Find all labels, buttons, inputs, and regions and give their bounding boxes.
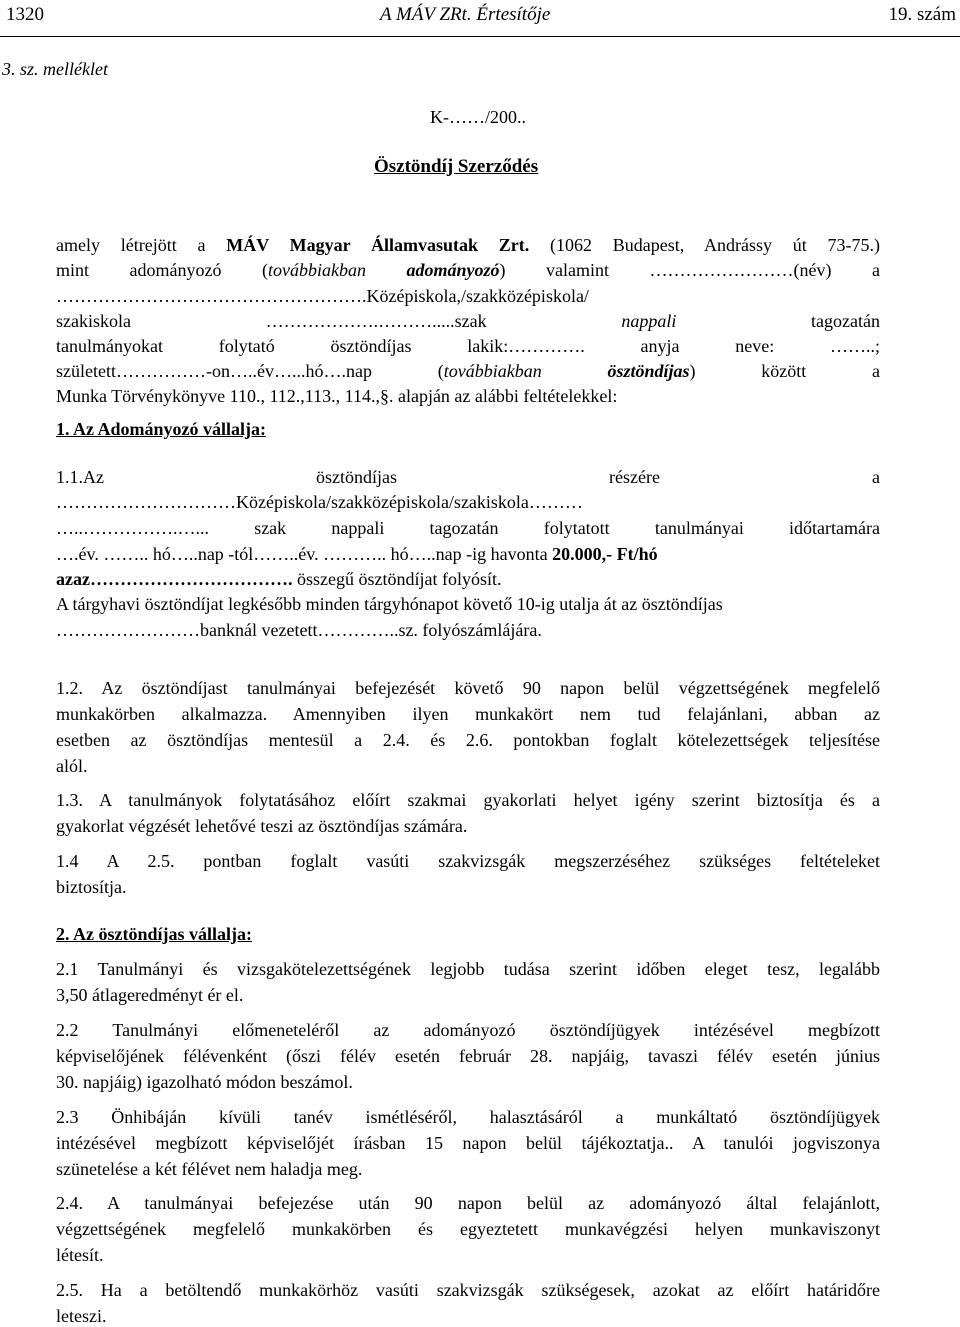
p12-line-2: munkakörben alkalmazza. Amennyiben ilyen munkakört nem tud felajánlani, abban az: [56, 704, 880, 724]
intro-line-4: szakiskola ……………….……….....szak nappali tagozatán: [56, 311, 880, 331]
p11-line-5: azaz……………………………. összegű ösztöndíjat folyósít.: [56, 569, 502, 589]
p11-line-1: 1.1.Az ösztöndíjas részére a: [56, 467, 880, 487]
p21-line-1: 2.1 Tanulmányi és vizsgakötelezettségének legjobb tudása szerint időben eleget tesz, legalább: [56, 959, 880, 979]
p13-line-2: gyakorlat végzését lehetővé teszi az ösztöndíjas számára.: [56, 816, 468, 836]
p12-line-3: esetben az ösztöndíjas mentesül a 2.4. és 2.6. pontokban foglalt kötelezettségek teljesítése: [56, 730, 880, 750]
p11-line-2: …………………………Középiskola/szakközépiskola/szakiskola………: [56, 492, 583, 512]
p24-line-2: végzettségének megfelelő munkakörben és egyeztetett munkavégzési helyen munkaviszonyt: [56, 1219, 880, 1239]
intro-line-2: mint adományozó (továbbiakban adományozó) valamint ……………………(név) a: [56, 260, 880, 280]
p25-line-1: 2.5. Ha a betöltendő munkakörhöz vasúti szakvizsgák szükségesek, azokat az előírt határidőre: [56, 1280, 880, 1300]
p13-line-1: 1.3. A tanulmányok folytatásához előírt szakmai gyakorlati helyet igény szerint biztosítja és a: [56, 790, 880, 810]
page-number: 1320: [6, 4, 44, 25]
p22-line-3: 30. napjáig) igazolható módon beszámol.: [56, 1072, 353, 1092]
issue-number: 19. szám: [888, 4, 956, 25]
intro-line-1: amely létrejött a MÁV Magyar Államvasutak Zrt. (1062 Budapest, Andrássy út 73-75.): [56, 235, 880, 255]
p24-line-3: létesít.: [56, 1245, 104, 1265]
page-header: [0, 0, 960, 37]
p22-line-1: 2.2 Tanulmányi előmeneteléről az adományozó ösztöndíjügyek intézésével megbízott: [56, 1020, 880, 1040]
p24-line-1: 2.4. A tanulmányai befejezése után 90 napon belül az adományozó által felajánlott,: [56, 1193, 880, 1213]
p14-line-1: 1.4 A 2.5. pontban foglalt vasúti szakvizsgák megszerzéséhez szükséges feltételeket: [56, 851, 880, 871]
p25-line-2: leteszi.: [56, 1306, 107, 1326]
journal-title: A MÁV ZRt. Értesítője: [380, 4, 551, 25]
section-1-heading: 1. Az Adományozó vállalja:: [56, 419, 266, 439]
p23-line-1: 2.3 Önhibáján kívüli tanév ismétléséről, halasztásáról a munkáltató ösztöndíjügyek: [56, 1107, 880, 1127]
p14-line-2: biztosítja.: [56, 877, 127, 897]
annex-label: 3. sz. melléklet: [2, 59, 108, 79]
p23-line-3: szünetelése a két félévet nem haladja meg.: [56, 1159, 363, 1179]
document-title: Ösztöndíj Szerződés: [374, 156, 539, 177]
section-2-heading: 2. Az ösztöndíjas vállalja:: [56, 924, 252, 944]
intro-line-7: Munka Törvénykönyve 110., 112.,113., 114.,§. alapján az alábbi feltételekkel:: [56, 386, 618, 406]
p12-line-4: alól.: [56, 756, 88, 776]
p11-line-4: ….év. …….. hó…..nap -tól……..év. ……….. hó…..nap -ig havonta 20.000,- Ft/hó: [56, 544, 658, 564]
p22-line-2: képviselőjének félévenként (őszi félév esetén február 28. napjáig, tavaszi félév esetén június: [56, 1046, 880, 1066]
p11-line-6: A tárgyhavi ösztöndíjat legkésőbb minden tárgyhónapot követő 10-ig utalja át az ösztöndíjas: [56, 594, 723, 614]
intro-line-6: született……………-on…..év…...hó….nap (továbbiakban ösztöndíjas) között a: [56, 361, 880, 381]
p12-line-1: 1.2. Az ösztöndíjast tanulmányai befejezését követő 90 napon belül végzettségének megfelelő: [56, 678, 880, 698]
reference-number: K-……/200..: [430, 107, 526, 127]
intro-line-5: tanulmányokat folytató ösztöndíjas lakik:…………. anyja neve: ……..;: [56, 336, 880, 356]
p21-line-2: 3,50 átlageredményt ér el.: [56, 985, 244, 1005]
p11-line-7: ……………………banknál vezetett…………..sz. folyószámlájára.: [56, 620, 542, 640]
p11-line-3: …..…………….…... szak nappali tagozatán folytatott tanulmányai időtartamára: [56, 518, 880, 538]
p23-line-2: intézésével megbízott képviselőjét írásban 15 napon belül tájékoztatja.. A tanulói jogviszonya: [56, 1133, 880, 1153]
intro-line-3: …………………………………………….Középiskola,/szakközépiskola/: [56, 286, 589, 306]
